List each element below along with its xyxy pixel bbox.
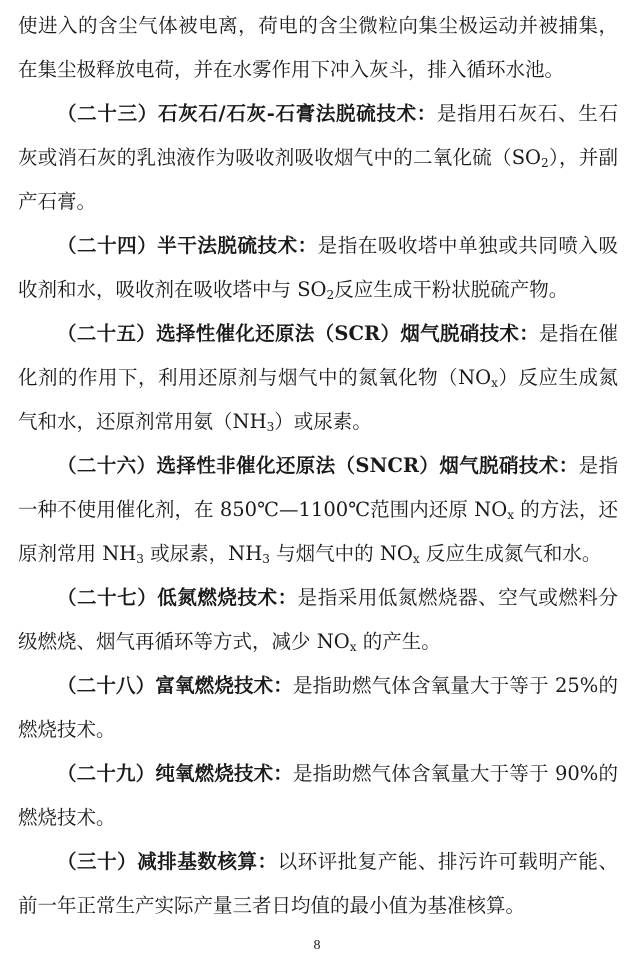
paragraph: [18, 752, 618, 840]
body-text: ）或尿素。: [274, 410, 372, 433]
subscript: x: [491, 376, 498, 391]
body-text: 使进入的含尘气体被电离，荷电的含尘微粒向集尘极运动并被捕集，在集尘极释放电荷，并在水雾作用下冲入灰斗，排入循环水池。: [18, 14, 618, 81]
paragraph: [18, 576, 618, 664]
subscript: 3: [262, 552, 270, 567]
subscript: 2: [541, 156, 549, 171]
paragraph: [18, 92, 618, 224]
body-text: 是指采用低氮燃烧器、空气或燃料分级燃烧、烟气再循环等方式，减少 NO: [18, 586, 618, 653]
subscript: x: [507, 508, 514, 523]
body-text: 是指在催化剂的作用下，利用还原剂与烟气中的氮氧化物（NO: [18, 322, 618, 389]
page-number: 8: [313, 938, 321, 953]
subscript: x: [412, 552, 420, 567]
subscript: x: [349, 640, 357, 655]
document-body: [18, 4, 618, 928]
term-heading: （二十四）半干法脱硫技术：: [57, 234, 318, 257]
paragraph: [18, 224, 618, 312]
body-text: 是指助燃气体含氧量大于等于 25%的燃烧技术。: [18, 674, 618, 741]
subscript: 3: [266, 420, 275, 435]
body-text: 以环评批复产能、排污许可载明产能、前一年正常生产实际产量三者日均值的最小值为基准核算。: [18, 850, 618, 917]
body-text: 是指助燃气体含氧量大于等于 90%的燃烧技术。: [18, 762, 618, 829]
paragraph: [18, 664, 618, 752]
term-heading: （二十八）富氧燃烧技术：: [57, 674, 293, 697]
term-heading: （二十六）选择性非催化还原法（SNCR）烟气脱硝技术：: [57, 454, 579, 477]
subscript: 2: [326, 288, 335, 303]
body-text: 反应生成氮气和水。: [419, 542, 602, 565]
term-heading: （三十）减排基数核算：: [57, 850, 278, 873]
term-heading: （二十三）石灰石/石灰-石膏法脱硫技术：: [57, 102, 437, 125]
body-text: 或尿素，NH: [143, 542, 263, 565]
body-text: 是指在吸收塔中单独或共同喷入吸收剂和水，吸收剂在吸收塔中与 SO: [18, 234, 618, 301]
body-text: 是指用石灰石、生石灰或消石灰的乳浊液作为吸收剂吸收烟气中的二氧化硫（SO: [18, 102, 618, 169]
paragraph: [18, 840, 618, 928]
body-text: 是指一种不使用催化剂，在 850℃—1100℃范围内还原 NO: [18, 454, 618, 521]
paragraph: [18, 444, 618, 576]
paragraph: [18, 312, 618, 444]
term-heading: （二十七）低氮燃烧技术：: [57, 586, 298, 609]
subscript: 3: [136, 552, 144, 567]
body-text: 的产生。: [356, 630, 441, 653]
body-text: ）反应生成氮气和水，还原剂常用氨（NH: [18, 366, 618, 433]
body-text: 反应生成干粉状脱硫产物。: [334, 278, 569, 301]
body-text: 与烟气中的 NO: [269, 542, 413, 565]
body-text: 的方法，还原剂常用 NH: [18, 498, 618, 565]
term-heading: （二十九）纯氧燃烧技术：: [57, 762, 293, 785]
paragraph: [18, 4, 618, 92]
term-heading: （二十五）选择性催化还原法（SCR）烟气脱硝技术：: [57, 322, 540, 345]
body-text: ），并副产石膏。: [18, 146, 618, 213]
